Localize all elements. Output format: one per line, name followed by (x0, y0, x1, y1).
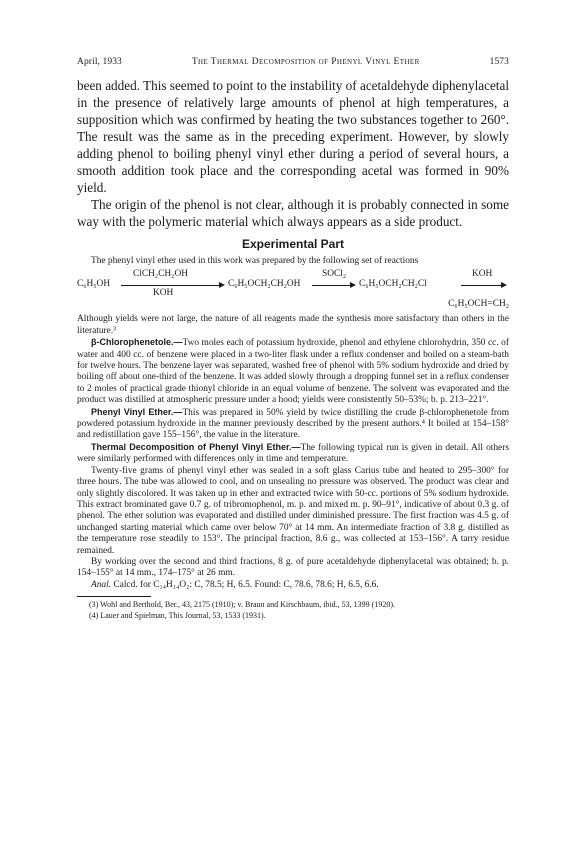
experimental-text-thermal-decomposition: The following typical run is given in detail. All others were similarly performed with differences only in time and temperature. (77, 442, 509, 465)
running-header (77, 57, 509, 71)
scheme-reactant: C₆H₅OH (77, 279, 111, 290)
section-intro: The phenyl vinyl ether used in this work was prepared by the following set of reactions (91, 256, 419, 266)
scheme-reagent-1-below: KOH (153, 288, 174, 299)
experimental-text-chlorophenetole: Two moles each of potassium hydroxide, phenol and ethylene chlorohydrin, 350 cc. of water and 400 cc. of benzene were placed in a two-liter flask under a reflux condenser and boiled on a steam-bath for twelve hours. The benzene layer was separated, washed free of phenol with 5% sodium hydroxide and dried by boiling off about one-third of the benzene. It was added slowly through a dropping funnel set in a reflux condenser to 2 moles of practical grade thionyl chloride in an equal volume of benzene. The solvent was evaporated and the product was distilled at atmospheric pressure under a hood; yields were consistently 50–53%; b. p. 213–221°. (77, 338, 509, 406)
scheme-product-2: C₆H₅OCH₂CH₂Cl (359, 279, 427, 290)
scheme-arrow-2 (312, 285, 352, 286)
body-paragraph-1: been added. This seemed to point to the instability of acetaldehyde diphenylacetal in the presence of relatively large amounts of phenol at high temperatures, a supposition which was confirmed by heating the two substances together to 260°. The result was the same as in the preceding experiment. However, by slowly adding phenol to boiling phenyl vinyl ether during a period of several hours, a smooth addition took place and the corresponding acetal was formed in 90% yield. (77, 78, 509, 195)
experimental-paragraph-2 (77, 337, 509, 406)
scheme-reagent-2-above: SOCl₂ (322, 269, 347, 280)
experimental-paragraph-1: Although yields were not large, the nature of all reagents made the synthesis more satisfactory than others in the literature.³ (77, 314, 509, 336)
scheme-product-1: C₆H₅OCH₂CH₂OH (228, 279, 301, 290)
journal-page (77, 57, 509, 621)
scheme-arrowhead-3 (501, 282, 507, 288)
experimental-text-phenyl-vinyl-ether: This was prepared in 50% yield by twice distilling the crude β-chlorophenetole from powdered potassium hydroxide in the manner previously described by the present authors.⁴ It boiled at 154–158° and redistillation gave 155–156°, the value in the literature. (77, 407, 509, 441)
scheme-arrow-3 (461, 285, 503, 286)
section-heading: Experimental Part (241, 237, 345, 251)
experimental-paragraph-5: Twenty-five grams of phenyl vinyl ether was sealed in a soft glass Carius tube and heated to 295–300° for three hours. The tube was allowed to cool, and on unsealing no pressure was observed. The product was clear and only slightly discolored. It was taken up in ether and extracted twice with 50-cc. portions of 5% sodium hydroxide. This extract brominated gave 0.7 g. of tribromophenol, m. p. and mixed m. p. 90–91°, indicative of about 0.3 g. of phenol. The ether solution was evaporated and distilled under diminished pressure. The first fraction was 4.5 g. of unchanged starting material which came over below 70° at 14 mm. An intermediate fraction of 3.8 g. distilled as the temperature rose steadily to 153°. The principal fraction, 8.6 g., was collected at 153–156°. A tarry residue remained. (77, 465, 509, 556)
footnote-4: (4) Lauer and Spielman, This Journal, 53, 1533 (1931). (89, 610, 266, 620)
scheme-arrowhead-2 (350, 282, 356, 288)
header-title: The Thermal Decomposition of Phenyl Vinyl Ether (191, 57, 420, 67)
scheme-arrow-1 (121, 285, 221, 286)
reaction-scheme (77, 269, 509, 311)
run-in-heading-phenyl-vinyl-ether: Phenyl Vinyl Ether.— (91, 406, 183, 417)
experimental-paragraph-3 (77, 407, 509, 442)
header-page-number: 1573 (489, 57, 509, 67)
scheme-arrowhead-1 (219, 282, 225, 288)
body-paragraph-2: The origin of the phenol is not clear, although it is probably connected in some way with the polymeric material which always appears as a side product. (77, 197, 509, 229)
scheme-final-product: C₆H₅OCH=CH₂ (448, 299, 509, 310)
footnote-rule (77, 596, 151, 597)
scheme-reagent-1-above: ClCH₂CH₂OH (133, 269, 188, 280)
run-in-heading-thermal-decomposition: Thermal Decomposition of Phenyl Vinyl Ether.— (91, 441, 301, 452)
analysis-line (77, 580, 509, 591)
header-date: April, 1933 (77, 57, 122, 67)
analysis-text: Calcd. for C₁₄H₁₄O₂: C, 78.5; H, 6.5. Found: C, 78.6, 78.6; H, 6.5, 6.6. (111, 579, 379, 590)
footnote-3: (3) Wohl and Berthold, Ber., 43, 2175 (1910); v. Braun and Kirschbaum, ibid., 53, 1399 (1920). (89, 600, 395, 610)
experimental-paragraph-6: By working over the second and third fractions, 8 g. of pure acetaldehyde diphenylacetal was obtained; b. p. 154–155° at 14 mm., 174–175° at 26 mm. (77, 556, 509, 579)
experimental-paragraph-4 (77, 442, 509, 466)
run-in-heading-chlorophenetole: β-Chlorophenetole.— (91, 337, 183, 348)
scheme-reagent-3-above: KOH (472, 269, 493, 280)
analysis-label: Anal. (91, 579, 112, 590)
